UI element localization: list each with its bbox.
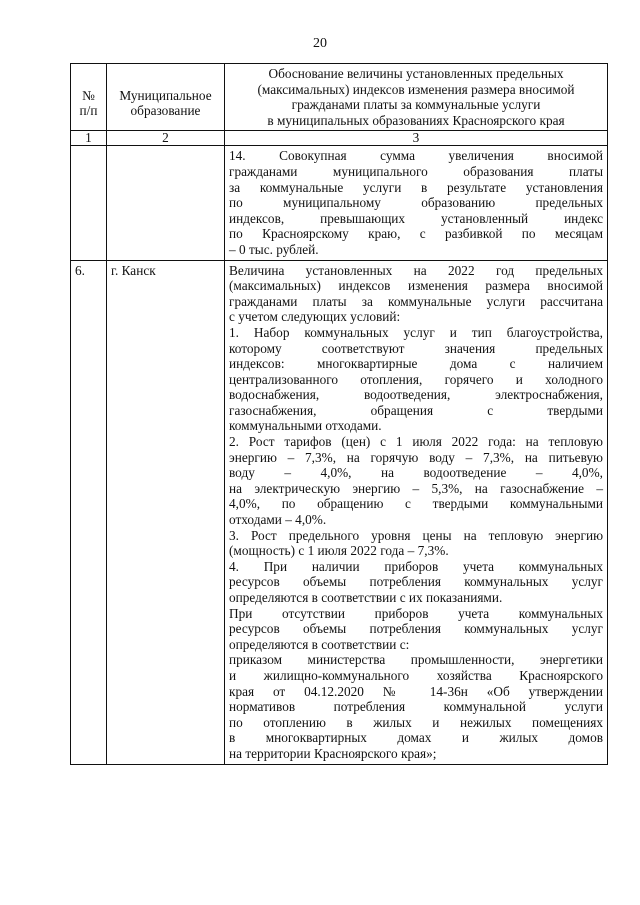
justification-line: 2. Рост тарифов (цен) с 1 июля 2022 года: на тепловую	[229, 434, 603, 450]
justification-line: гражданами муниципального образования платы	[229, 163, 603, 179]
row-municipality	[107, 146, 225, 260]
justification-line: водоснабжения, водоотведения, электроснабжения,	[229, 387, 603, 403]
table-header-row	[71, 64, 608, 131]
header-municipality-line: Муниципальное	[119, 87, 212, 103]
header-num-line: №	[82, 87, 95, 103]
justification-line: 4. При наличии приборов учета коммунальных	[229, 558, 603, 574]
header-justification-line: (максимальных) индексов изменения размера вносимой	[257, 81, 575, 97]
header-num-line: п/п	[79, 103, 98, 119]
justification-line: с учетом следующих условий:	[229, 309, 401, 325]
justification-line: на электрическую энергию – 5,3%, на газоснабжение –	[229, 480, 603, 496]
justification-line: гражданами платы за коммунальные услуги рассчитана	[229, 293, 603, 309]
column-index-row	[71, 131, 608, 146]
justification-line: ресурсов объемы потребления коммунальных услуг	[229, 574, 603, 590]
justification-line: – 0 тыс. рублей.	[229, 241, 319, 257]
row-num	[71, 146, 107, 260]
justification-line: за коммунальные услуги в результате установления	[229, 179, 603, 195]
table-row	[71, 260, 608, 764]
indices-table	[70, 63, 608, 765]
justification-line: газоснабжения, обращения с твердыми	[229, 402, 603, 418]
justification-line: в многоквартирных домах и жилых домов	[229, 730, 603, 746]
column-index: 1	[71, 131, 107, 146]
header-justification	[225, 64, 608, 131]
justification-line: по Красноярскому краю, с разбивкой по месяцам	[229, 226, 603, 242]
justification-line: индексов: многоквартирные дома с наличием	[229, 356, 603, 372]
table-row	[71, 146, 608, 260]
justification-line: края от 04.12.2020 № 14-36н «Об утверждении	[229, 683, 603, 699]
justification-line: определяются в соответствии с:	[229, 636, 410, 652]
justification-line: 1. Набор коммунальных услуг и тип благоустройства,	[229, 324, 603, 340]
row-justification	[225, 260, 608, 764]
justification-line: энергию – 7,3%, на горячую воду – 7,3%, на питьевую	[229, 449, 603, 465]
justification-line: коммунальными отходами.	[229, 418, 382, 434]
justification-line: определяются в соответствии с их показаниями.	[229, 590, 503, 605]
header-municipality-line: образование	[130, 103, 201, 119]
justification-line: 3. Рост предельного уровня цены на тепловую энергию	[229, 527, 603, 543]
row-justification	[225, 146, 608, 260]
justification-line: (мощность) с 1 июля 2022 года – 7,3%.	[229, 543, 449, 559]
justification-line: индексов, превышающих установленный индекс	[229, 210, 603, 226]
justification-line: на территории Красноярского края»;	[229, 745, 437, 761]
justification-line: Величина установленных на 2022 год предельных	[229, 262, 603, 278]
header-justification-line: Обоснование величины установленных предельных	[268, 66, 564, 81]
page-number: 20	[313, 36, 327, 51]
column-index: 2	[107, 131, 225, 146]
justification-line: При отсутствии приборов учета коммунальных	[229, 605, 603, 621]
justification-line: воду – 4,0%, на водоотведение – 4,0%,	[229, 465, 603, 481]
header-num	[71, 64, 107, 131]
justification-line: нормативов потребления коммунальной услуги	[229, 699, 603, 715]
header-justification-line: гражданами платы за коммунальные услуги	[291, 97, 541, 113]
justification-line: по муниципальному образованию предельных	[229, 195, 603, 211]
justification-line: (максимальных) индексов изменения размера вносимой	[229, 278, 603, 294]
header-municipality	[107, 64, 225, 131]
justification-line: приказом министерства промышленности, энергетики	[229, 652, 603, 668]
column-index: 3	[225, 131, 608, 146]
header-justification-line: в муниципальных образованиях Красноярского края	[267, 112, 565, 128]
justification-line: которому соответствуют значения предельных	[229, 340, 603, 356]
justification-line: по отоплению в жилых и нежилых помещениях	[229, 714, 603, 730]
justification-line: и жилищно-коммунального хозяйства Красноярского	[229, 667, 603, 683]
justification-line: отходами – 4,0%.	[229, 512, 327, 528]
justification-line: 14. Совокупная сумма увеличения вносимой	[229, 148, 603, 164]
row-num: 6.	[71, 260, 107, 764]
justification-line: ресурсов объемы потребления коммунальных услуг	[229, 621, 603, 637]
justification-line: 4,0%, по обращению с твердыми коммунальными	[229, 496, 603, 512]
justification-line: централизованного отопления, горячего и холодного	[229, 371, 603, 387]
row-municipality: г. Канск	[107, 260, 225, 764]
